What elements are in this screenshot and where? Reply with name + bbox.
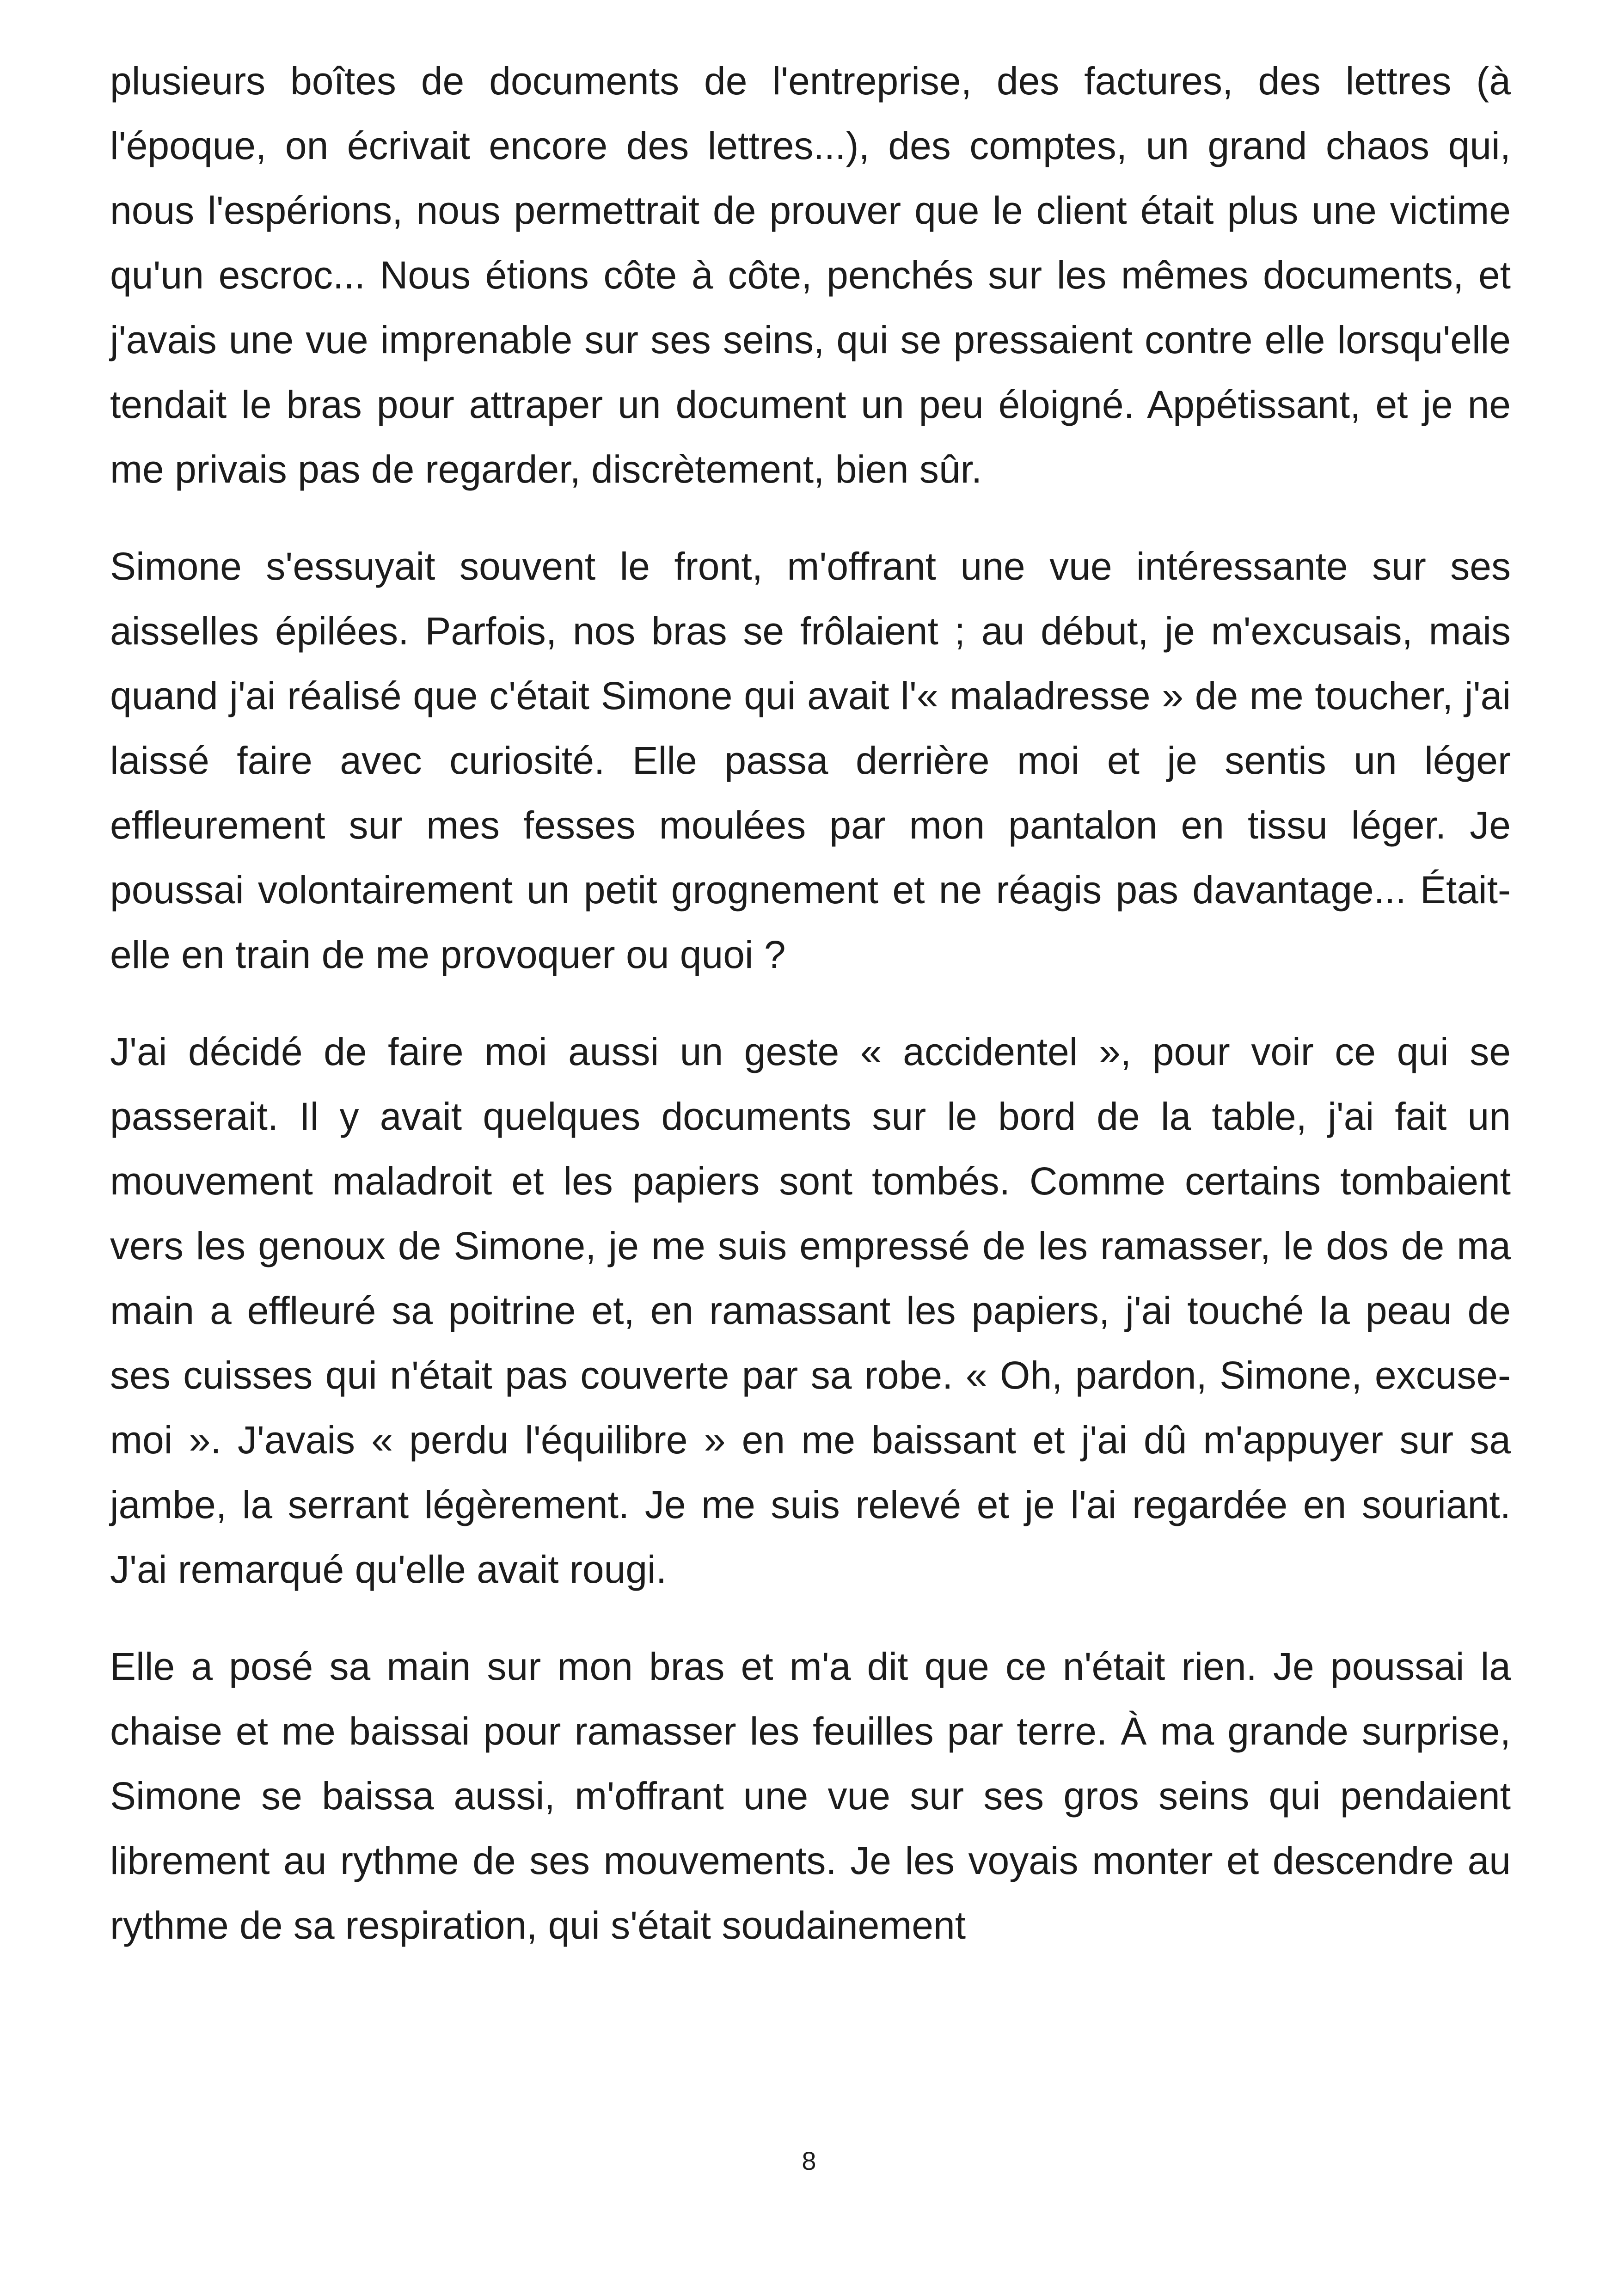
paragraph-1: plusieurs boîtes de documents de l'entreprise, des factures, des lettres (à l'époque, on écrivait encore des lettres...), des comptes, un grand chaos qui, nous l'espérions, nous permettrait de prouver que le client était plus une victime qu'un escroc... Nous étions côte à côte, penchés sur les mêmes documents, et j'avais une vue imprenable sur ses seins, qui se pressaient contre elle lorsqu'elle tendait le bras pour attraper un document un peu éloigné. Appétissant, et je ne me privais pas de regarder, discrètement, bien sûr. bbox=[110, 59, 1511, 491]
paragraph-2: Simone s'essuyait souvent le front, m'offrant une vue intéressante sur ses aisselles épilées. Parfois, nos bras se frôlaient ; au début, je m'excusais, mais quand j'ai réalisé que c'était Simone qui avait l'« maladresse » de me toucher, j'ai laissé faire avec curiosité. Elle passa derrière moi et je sentis un léger effleurement sur mes fesses moulées par mon pantalon en tissu léger. Je poussai volontairement un petit grognement et ne réagis pas davantage... Était-elle en train de me provoquer ou quoi ? bbox=[110, 545, 1511, 976]
body-text bbox=[110, 49, 1511, 1990]
page-number: 8 bbox=[802, 2146, 816, 2175]
paragraph-3: J'ai décidé de faire moi aussi un geste « accidentel », pour voir ce qui se passerait. Il y avait quelques documents sur le bord de la table, j'ai fait un mouvement maladroit et les papiers sont tombés. Comme certains tombaient vers les genoux de Simone, je me suis empressé de les ramasser, le dos de ma main a effleuré sa poitrine et, en ramassant les papiers, j'ai touché la peau de ses cuisses qui n'était pas couverte par sa robe. « Oh, pardon, Simone, excuse-moi ». J'avais « perdu l'équilibre » en me baissant et j'ai dû m'appuyer sur sa jambe, la serrant légèrement. Je me suis relevé et je l'ai regardée en souriant. J'ai remarqué qu'elle avait rougi. bbox=[110, 1030, 1511, 1591]
paragraph-4: Elle a posé sa main sur mon bras et m'a dit que ce n'était rien. Je poussai la chaise et me baissai pour ramasser les feuilles par terre. À ma grande surprise, Simone se baissa aussi, m'offrant une vue sur ses gros seins qui pendaient librement au rythme de ses mouvements. Je les voyais monter et descendre au rythme de sa respiration, qui s'était soudainement bbox=[110, 1645, 1511, 1947]
